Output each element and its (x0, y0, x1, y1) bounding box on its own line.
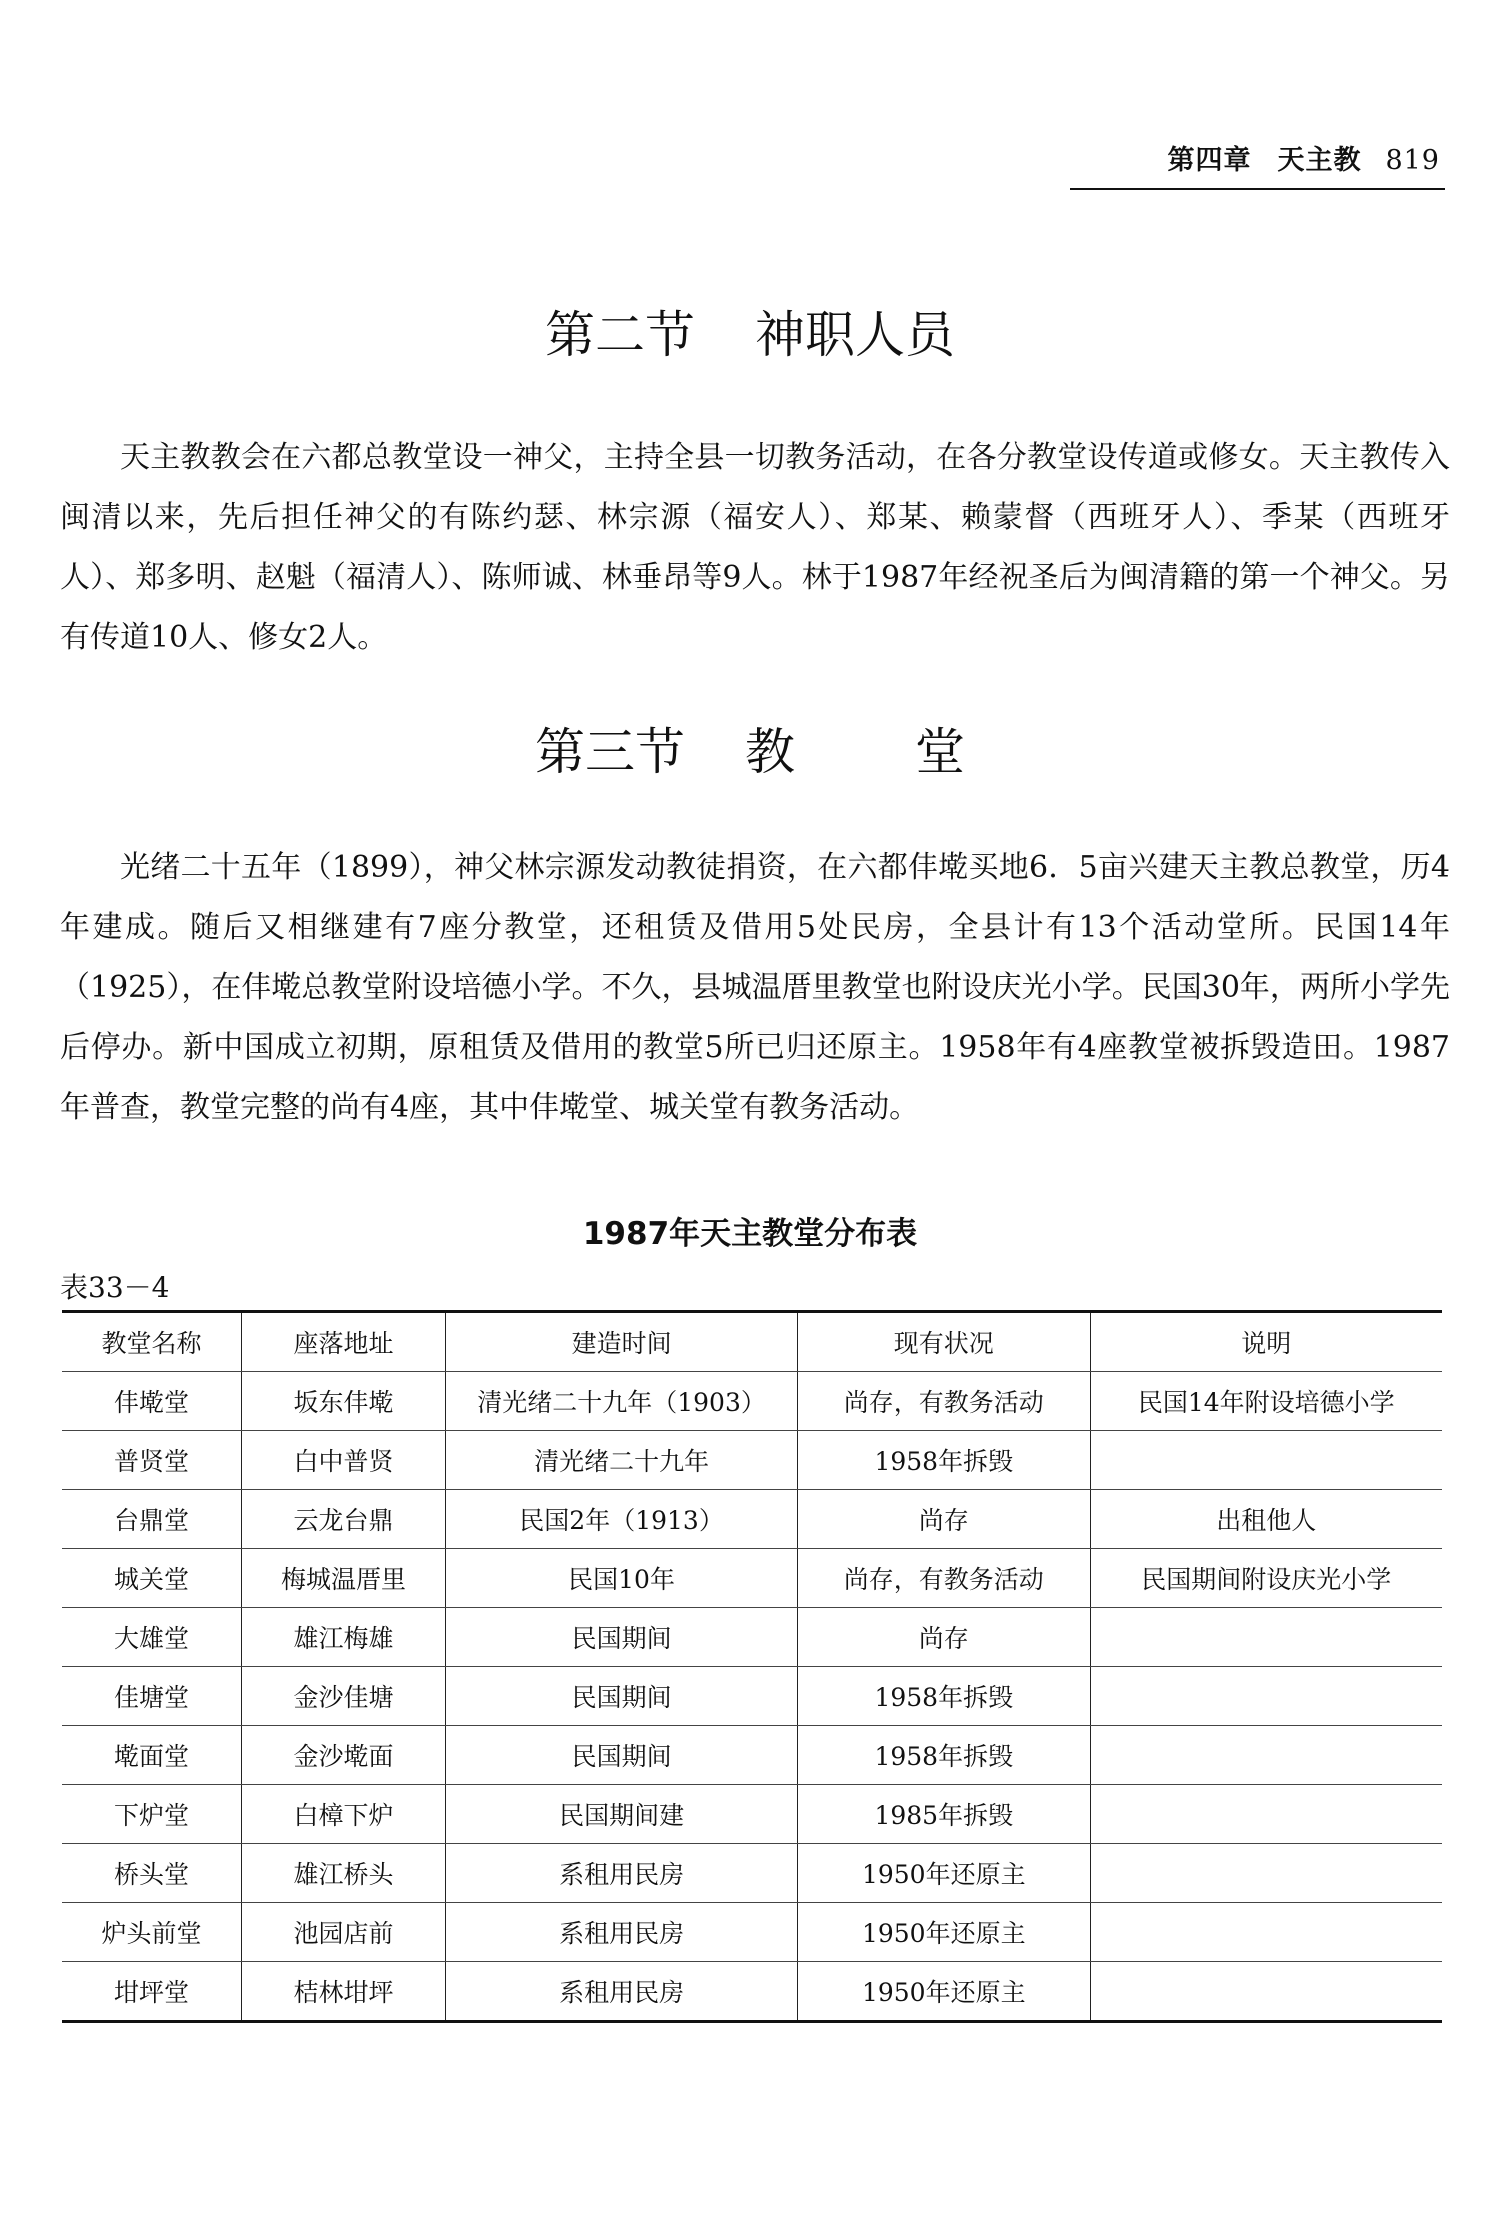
table-row (62, 1549, 1442, 1608)
cell-note (1090, 1667, 1442, 1726)
cell-status: 1950年还原主 (798, 1903, 1091, 1962)
cell-note: 民国期间附设庆光小学 (1090, 1549, 1442, 1608)
cell-note (1090, 1844, 1442, 1903)
table-row (62, 1903, 1442, 1962)
cell-note (1090, 1726, 1442, 1785)
cell-status: 1958年拆毁 (798, 1726, 1091, 1785)
cell-note: 出租他人 (1090, 1490, 1442, 1549)
cell-address: 雄江桥头 (241, 1844, 445, 1903)
section-2-title: 神职人员 (755, 306, 955, 364)
cell-church-name: 大雄堂 (62, 1608, 241, 1667)
table-row (62, 1667, 1442, 1726)
cell-address: 金沙佳塘 (241, 1667, 445, 1726)
cell-status: 1985年拆毁 (798, 1785, 1091, 1844)
table-title: 1987年天主教堂分布表 (582, 1216, 918, 1252)
cell-build-time: 民国10年 (446, 1549, 798, 1608)
cell-address: 云龙台鼎 (241, 1490, 445, 1549)
cell-note (1090, 1785, 1442, 1844)
cell-status: 尚存，有教务活动 (798, 1549, 1091, 1608)
cell-status: 1958年拆毁 (798, 1667, 1091, 1726)
cell-build-time: 民国期间 (446, 1726, 798, 1785)
cell-build-time: 民国期间 (446, 1608, 798, 1667)
cell-address: 桔林坩坪 (241, 1962, 445, 2022)
cell-address: 池园店前 (241, 1903, 445, 1962)
cell-address: 白中普贤 (241, 1431, 445, 1490)
page-number: 819 (1385, 145, 1440, 176)
section-3-heading (0, 712, 1500, 784)
cell-church-name: 城关堂 (62, 1549, 241, 1608)
header-rule (1070, 188, 1445, 190)
cell-status: 尚存 (798, 1608, 1091, 1667)
cell-church-name: 炉头前堂 (62, 1903, 241, 1962)
header-status: 现有状况 (798, 1312, 1091, 1372)
cell-address: 白樟下炉 (241, 1785, 445, 1844)
chapter-number: 第四章 (1167, 145, 1252, 176)
table-row (62, 1372, 1442, 1431)
cell-status: 尚存，有教务活动 (798, 1372, 1091, 1431)
cell-build-time: 清光绪二十九年（1903） (446, 1372, 798, 1431)
table-row (62, 1962, 1442, 2022)
table-row (62, 1431, 1442, 1490)
cell-church-name: 下炉堂 (62, 1785, 241, 1844)
section-2-number: 第二节 (545, 306, 695, 364)
table-row (62, 1726, 1442, 1785)
cell-church-name: 坩坪堂 (62, 1962, 241, 2022)
header-note: 说明 (1090, 1312, 1442, 1372)
section-2-heading (0, 295, 1500, 367)
section-2-paragraph: 天主教教会在六都总教堂设一神父，主持全县一切教务活动，在各分教堂设传道或修女。天主教传入闽清以来，先后担任神父的有陈约瑟、林宗源（福安人）、郑某、赖蒙督（西班牙人）、季某（西班牙人）、郑多明、赵魁（福清人）、陈师诚、林垂昂等9人。林于1987年经祝圣后为闽清籍的第一个神父。另有传道10人、修女2人。 (60, 440, 1450, 655)
cell-build-time: 系租用民房 (446, 1962, 798, 2022)
cell-build-time: 民国期间建 (446, 1785, 798, 1844)
cell-status: 尚存 (798, 1490, 1091, 1549)
cell-address: 金沙墘面 (241, 1726, 445, 1785)
cell-address: 雄江梅雄 (241, 1608, 445, 1667)
running-head (1000, 138, 1440, 177)
cell-church-name: 墘面堂 (62, 1726, 241, 1785)
cell-status: 1958年拆毁 (798, 1431, 1091, 1490)
cell-church-name: 桥头堂 (62, 1844, 241, 1903)
header-church-name: 教堂名称 (62, 1312, 241, 1372)
table-header-row (62, 1312, 1442, 1372)
table-row (62, 1608, 1442, 1667)
church-distribution-table (62, 1310, 1442, 2023)
chapter-title: 天主教 (1277, 145, 1362, 176)
cell-status: 1950年还原主 (798, 1962, 1091, 2022)
cell-address: 坂东仹墘 (241, 1372, 445, 1431)
table-row (62, 1785, 1442, 1844)
cell-note (1090, 1903, 1442, 1962)
cell-church-name: 台鼎堂 (62, 1490, 241, 1549)
cell-build-time: 清光绪二十九年 (446, 1431, 798, 1490)
cell-note: 民国14年附设培德小学 (1090, 1372, 1442, 1431)
cell-note (1090, 1962, 1442, 2022)
cell-build-time: 民国2年（1913） (446, 1490, 798, 1549)
header-address: 座落地址 (241, 1312, 445, 1372)
table-number: 表33－4 (60, 1271, 170, 1304)
cell-build-time: 民国期间 (446, 1667, 798, 1726)
cell-note (1090, 1431, 1442, 1490)
section-3-title: 教堂 (745, 723, 1085, 781)
cell-church-name: 佳塘堂 (62, 1667, 241, 1726)
cell-address: 梅城温厝里 (241, 1549, 445, 1608)
cell-church-name: 仹墘堂 (62, 1372, 241, 1431)
table-row (62, 1490, 1442, 1549)
section-3-paragraph: 光绪二十五年（1899），神父林宗源发动教徒捐资，在六都仹墘买地6．5亩兴建天主教总教堂，历4年建成。随后又相继建有7座分教堂，还租赁及借用5处民房，全县计有13个活动堂所。民国14年（1925），在仹墘总教堂附设培德小学。不久，县城温厝里教堂也附设庆光小学。民国30年，两所小学先后停办。新中国成立初期，原租赁及借用的教堂5所已归还原主。1958年有4座教堂被拆毁造田。1987年普查，教堂完整的尚有4座，其中仹墘堂、城关堂有教务活动。 (60, 850, 1450, 1125)
table-row (62, 1844, 1442, 1903)
cell-note (1090, 1608, 1442, 1667)
section-3-number: 第三节 (535, 723, 685, 781)
cell-status: 1950年还原主 (798, 1844, 1091, 1903)
header-build-time: 建造时间 (446, 1312, 798, 1372)
cell-build-time: 系租用民房 (446, 1903, 798, 1962)
cell-church-name: 普贤堂 (62, 1431, 241, 1490)
cell-build-time: 系租用民房 (446, 1844, 798, 1903)
